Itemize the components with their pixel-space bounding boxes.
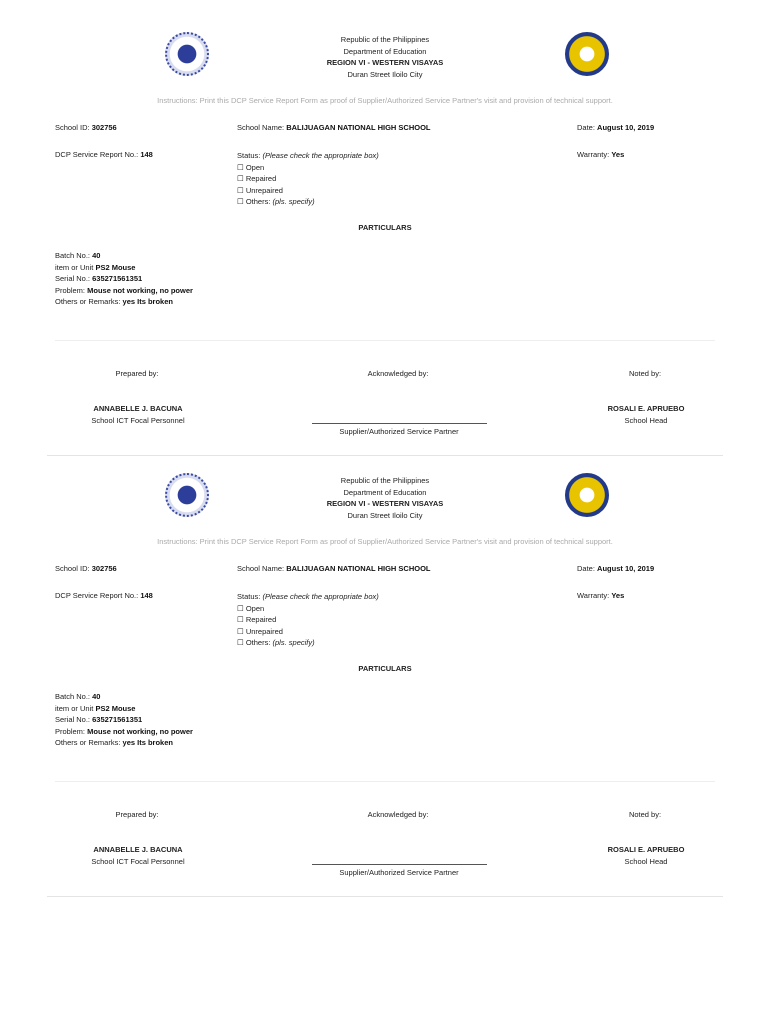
deped-seal-logo — [165, 473, 209, 517]
school-name-label: School Name: — [237, 123, 285, 132]
date-label: Date: — [577, 564, 595, 573]
instructions: Instructions: Print this DCP Service Report Form as proof of Supplier/Authorized Service Partner's visit and provision of technical support. — [157, 537, 613, 546]
prepared-name: ANNABELLE J. BACUNA — [93, 404, 183, 413]
form-divider — [47, 896, 723, 897]
problem-value: Mouse not working, no power — [87, 726, 193, 736]
date — [577, 564, 654, 573]
status-option-label: Open — [245, 603, 265, 613]
letterhead-address: Duran Street Iloilo City — [347, 510, 423, 520]
others-hint: (pls. specify) — [272, 638, 315, 648]
status-option-others[interactable] — [237, 196, 379, 208]
serial-label: Serial No.: — [55, 274, 91, 284]
report-no-value: 148 — [140, 150, 153, 159]
school-seal-logo — [565, 32, 609, 76]
status-option-open[interactable] — [237, 162, 379, 174]
prepared-label: Prepared by: — [115, 810, 159, 819]
letterhead-region: REGION VI - WESTERN VISAYAS — [326, 499, 444, 509]
prepared-role: School ICT Focal Personnel — [91, 857, 185, 866]
school-id — [55, 564, 117, 573]
item-label: item or Unit — [55, 262, 94, 272]
prepared-name: ANNABELLE J. BACUNA — [93, 845, 183, 854]
divider — [55, 781, 715, 782]
letterhead-line1: Republic of the Philippines — [340, 35, 430, 44]
status-option-unrepaired[interactable] — [237, 626, 379, 638]
particulars-title: PARTICULARS — [358, 664, 412, 673]
prepared-role: School ICT Focal Personnel — [91, 416, 185, 425]
noted-name: ROSALI E. APRUEBO — [607, 845, 685, 854]
status-option-label: Others: — [245, 638, 271, 648]
serial-value: 635271561351 — [92, 274, 143, 284]
deped-seal-logo — [165, 32, 209, 76]
letterhead-line1: Republic of the Philippines — [340, 476, 430, 485]
item-label: item or Unit — [55, 703, 94, 713]
signature-line — [312, 864, 487, 865]
checkbox-icon[interactable]: ☐ — [237, 197, 244, 207]
warranty-label: Warranty: — [577, 150, 610, 159]
batch-value: 40 — [92, 692, 101, 701]
school-id-value: 302756 — [91, 123, 117, 132]
signature-line — [312, 423, 487, 424]
report-no-value: 148 — [140, 591, 153, 600]
status-option-repaired[interactable] — [237, 614, 379, 626]
warranty — [577, 150, 624, 159]
acknowledged-label: Acknowledged by: — [367, 369, 429, 378]
problem-label: Problem: — [55, 726, 86, 736]
school-seal-logo — [565, 473, 609, 517]
instructions: Instructions: Print this DCP Service Report Form as proof of Supplier/Authorized Service Partner's visit and provision of technical support. — [157, 96, 613, 105]
acknowledged-label: Acknowledged by: — [367, 810, 429, 819]
status-group — [237, 591, 379, 649]
remarks-label: Others or Remarks: — [55, 297, 121, 307]
date-value: August 10, 2019 — [597, 123, 655, 132]
status-label: Status: — [237, 151, 261, 160]
status-option-label: Repaired — [245, 615, 277, 625]
status-hint: (Please check the appropriate box) — [262, 151, 379, 160]
status-label: Status: — [237, 592, 261, 601]
report-no-label: DCP Service Report No.: — [55, 150, 139, 159]
particulars-list — [55, 250, 193, 308]
report-no — [55, 591, 153, 600]
status-option-label: Repaired — [245, 174, 277, 184]
checkbox-icon[interactable]: ☐ — [237, 615, 244, 625]
warranty-value: Yes — [611, 150, 625, 159]
status-option-repaired[interactable] — [237, 173, 379, 185]
batch-label: Batch No.: — [55, 692, 91, 701]
date-value: August 10, 2019 — [597, 564, 655, 573]
noted-name: ROSALI E. APRUEBO — [607, 404, 685, 413]
status-option-others[interactable] — [237, 637, 379, 649]
status-option-unrepaired[interactable] — [237, 185, 379, 197]
warranty — [577, 591, 624, 600]
status-option-label: Unrepaired — [245, 626, 283, 636]
date — [577, 123, 654, 132]
school-name — [237, 123, 431, 132]
checkbox-icon[interactable]: ☐ — [237, 603, 244, 613]
noted-label: Noted by: — [628, 810, 662, 819]
remarks-value: yes Its broken — [122, 738, 173, 748]
noted-role: School Head — [624, 857, 668, 866]
date-label: Date: — [577, 123, 595, 132]
status-option-label: Unrepaired — [245, 185, 283, 195]
checkbox-icon[interactable]: ☐ — [237, 162, 244, 172]
batch-value: 40 — [92, 251, 101, 260]
noted-label: Noted by: — [628, 369, 662, 378]
school-id-label: School ID: — [55, 123, 90, 132]
letterhead-region: REGION VI - WESTERN VISAYAS — [326, 58, 444, 68]
school-id-label: School ID: — [55, 564, 90, 573]
status-option-label: Others: — [245, 197, 271, 207]
status-hint: (Please check the appropriate box) — [262, 592, 379, 601]
letterhead-line2: Department of Education — [343, 46, 427, 56]
service-report-form — [0, 441, 770, 882]
remarks-label: Others or Remarks: — [55, 738, 121, 748]
status-group — [237, 150, 379, 208]
warranty-label: Warranty: — [577, 591, 610, 600]
school-name-value: BALIJUAGAN NATIONAL HIGH SCHOOL — [286, 564, 431, 573]
checkbox-icon[interactable]: ☐ — [237, 185, 244, 195]
school-id-value: 302756 — [91, 564, 117, 573]
noted-role: School Head — [624, 416, 668, 425]
letterhead — [327, 475, 444, 521]
item-value: PS2 Mouse — [95, 703, 136, 713]
school-name — [237, 564, 431, 573]
problem-label: Problem: — [55, 285, 86, 295]
report-no — [55, 150, 153, 159]
report-no-label: DCP Service Report No.: — [55, 591, 139, 600]
checkbox-icon[interactable]: ☐ — [237, 638, 244, 648]
batch-label: Batch No.: — [55, 251, 91, 260]
remarks-value: yes Its broken — [122, 297, 173, 307]
school-name-value: BALIJUAGAN NATIONAL HIGH SCHOOL — [286, 123, 431, 132]
letterhead — [327, 34, 444, 80]
checkbox-icon[interactable]: ☐ — [237, 174, 244, 184]
acknowledged-role: Supplier/Authorized Service Partner — [339, 868, 459, 877]
problem-value: Mouse not working, no power — [87, 285, 193, 295]
school-id — [55, 123, 117, 132]
warranty-value: Yes — [611, 591, 625, 600]
acknowledged-role: Supplier/Authorized Service Partner — [339, 427, 459, 436]
particulars-list — [55, 691, 193, 749]
letterhead-address: Duran Street Iloilo City — [347, 69, 423, 79]
status-option-label: Open — [245, 162, 265, 172]
item-value: PS2 Mouse — [95, 262, 136, 272]
serial-value: 635271561351 — [92, 715, 143, 725]
school-name-label: School Name: — [237, 564, 285, 573]
prepared-label: Prepared by: — [115, 369, 159, 378]
letterhead-line2: Department of Education — [343, 487, 427, 497]
divider — [55, 340, 715, 341]
checkbox-icon[interactable]: ☐ — [237, 626, 244, 636]
particulars-title: PARTICULARS — [358, 223, 412, 232]
status-option-open[interactable] — [237, 603, 379, 615]
service-report-form — [0, 0, 770, 441]
others-hint: (pls. specify) — [272, 197, 315, 207]
serial-label: Serial No.: — [55, 715, 91, 725]
